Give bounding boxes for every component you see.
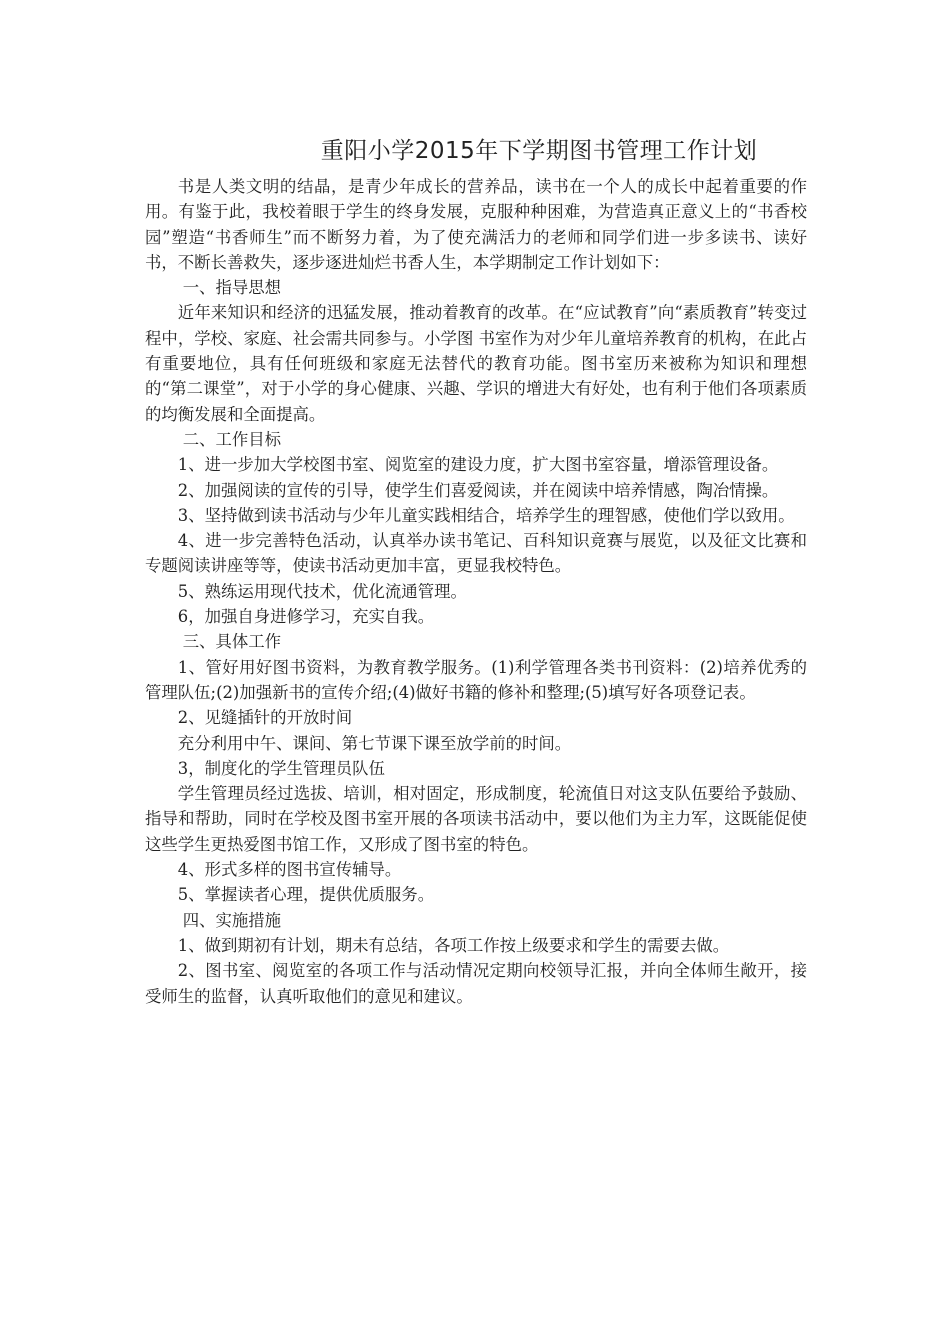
paragraph: 书是人类文明的结晶，是青少年成长的营养品，读书在一个人的成长中起着重要的作用。有鉴于此，我校着眼于学生的终身发展，克服种种困难，为营造真正意义上的“书香校园”塑造“书香师生”而不断努力着，为了使充满活力的老师和同学们进一步多读书、读好书，不断长善救失，逐步逐进灿烂书香人生，本学期制定工作计划如下： [145, 177, 807, 272]
paragraph: 6，加强自身进修学习，充实自我。 [177, 607, 435, 627]
paragraph: 2、加强阅读的宣传的引导，使学生们喜爱阅读，并在阅读中培养情感，陶冶情操。 [177, 480, 779, 500]
document-title: 重阳小学2015年下学期图书管理工作计划 [320, 138, 758, 164]
paragraph: 4、进一步完善特色活动，认真举办读书笔记、百科知识竟赛与展览，以及征文比赛和专题阅读讲座等等，使读书活动更加丰富，更显我校特色。 [145, 531, 807, 576]
paragraph: 5、掌握读者心理，提供优质服务。 [177, 885, 435, 905]
paragraph: 充分利用中午、课间、第七节课下课至放学前的时间。 [177, 733, 572, 753]
paragraph: 2、见缝插针的开放时间 [177, 708, 353, 728]
paragraph: 1、做到期初有计划，期未有总结，各项工作按上级要求和学生的需要去做。 [177, 935, 730, 955]
paragraph: 3、坚持做到读书活动与少年儿童实践相结合，培养学生的理智感，使他们学以致用。 [177, 505, 795, 525]
section-heading: 二、工作目标 [182, 429, 282, 449]
paragraph: 3，制度化的学生管理员队伍 [177, 758, 385, 778]
section-heading: 四、实施措施 [182, 910, 282, 930]
paragraph: 1、管好用好图书资料，为教育教学服务。(1)利学管理各类书刊资料：(2)培养优秀的管理队伍;(2)加强新书的宣传介绍;(4)做好书籍的修补和整理;(5)填写好各项登记表。 [145, 657, 807, 702]
paragraph: 学生管理员经过选拔、培训，相对固定，形成制度，轮流值日对这支队伍要给予鼓励、指导和帮助，同时在学校及图书室开展的各项读书活动中，要以他们为主力军，这既能促使这些学生更热爱图书馆工作，又形成了图书室的特色。 [145, 784, 807, 854]
paragraph: 2、图书室、阅览室的各项工作与活动情况定期向校领导汇报，并向全体师生敞开，接受师生的监督，认真听取他们的意见和建议。 [145, 961, 807, 1006]
section-heading: 三、具体工作 [182, 632, 282, 652]
paragraph: 1、进一步加大学校图书室、阅览室的建设力度，扩大图书室容量，增添管理设备。 [177, 455, 779, 475]
document-body [145, 174, 807, 1009]
paragraph: 5、熟练运用现代技术，优化流通管理。 [177, 581, 467, 601]
paragraph: 4、形式多样的图书宣传辅导。 [177, 860, 402, 880]
section-heading: 一、指导思想 [182, 278, 282, 298]
paragraph: 近年来知识和经济的迅猛发展，推动着教育的改革。在“应试教育”向“素质教育”转变过程中，学校、家庭、社会需共同参与。小学图 书室作为对少年儿童培养教育的机构，在此占有重要地位，具有任何班级和家庭无法替代的教育功能。图书室历来被称为知识和理想的“第二课堂”，对于小学的身心健康、兴趣、学识的增进大有好处，也有利于他们各项素质的均衡发展和全面提高。 [145, 303, 807, 424]
